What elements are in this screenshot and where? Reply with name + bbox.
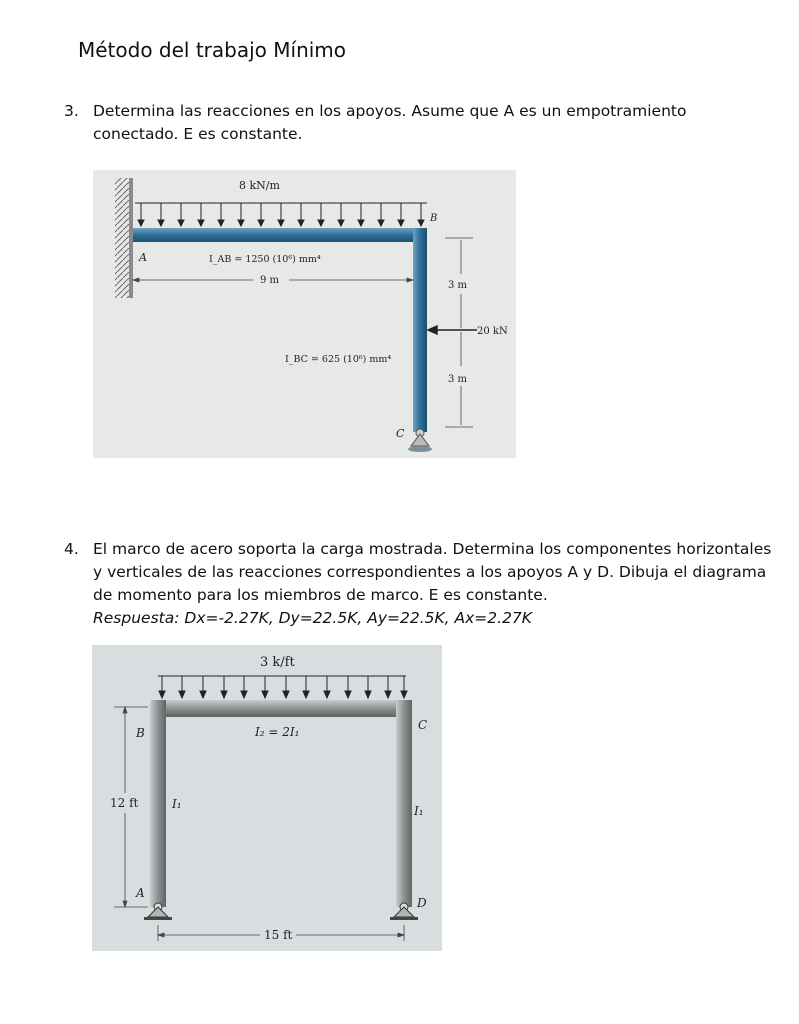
page-title: Método del trabajo Mínimo [78, 38, 347, 62]
joint-label-b-3: B [430, 213, 438, 224]
joint-label-a-4: A [136, 886, 145, 900]
problem-4 [64, 538, 773, 630]
point-load-label: 20 kN [477, 326, 508, 337]
inertia-ab-label: I_AB = 1250 (10⁶) mm⁴ [209, 254, 321, 265]
pin-support-d [390, 903, 418, 920]
problem-3 [64, 100, 773, 146]
figure-problem-4 [92, 645, 442, 951]
column-bc [413, 228, 427, 432]
distributed-load-arrows-4 [159, 676, 407, 698]
problem-4-number: 4. [64, 540, 79, 558]
frame-diagram-3 [93, 170, 516, 458]
inertia-bc-label: I_BC = 625 (10⁶) mm⁴ [285, 354, 392, 365]
figure-problem-3 [93, 170, 516, 458]
height-label-4: 12 ft [110, 796, 139, 810]
inertia-beam-label: I₂ = 2I₁ [255, 725, 300, 739]
problem-3-number: 3. [64, 102, 79, 120]
distributed-load-arrows [138, 203, 424, 226]
joint-label-c-4: C [418, 718, 428, 732]
frame-diagram-4 [92, 645, 442, 951]
inertia-left-label: I₁ [172, 797, 182, 811]
joint-label-c-3: C [396, 427, 405, 440]
joint-label-b-4: B [136, 726, 145, 740]
problem-4-answer: Respuesta: Dx=-2.27K, Dy=22.5K, Ay=22.5K, Ax=2.27K [93, 609, 532, 627]
column-cd-4 [396, 700, 412, 907]
inertia-right-label: I₁ [414, 804, 424, 818]
point-load-arrow [428, 326, 477, 334]
problem-3-text: Determina las reacciones en los apoyos. Asume que A es un empotramiento conectado. E es constante. [93, 102, 687, 143]
span-label-4: 15 ft [264, 928, 293, 942]
height-dimension-3 [445, 238, 473, 427]
column-ab-4 [150, 700, 166, 907]
problem-4-text: El marco de acero soporta la carga mostrada. Determina los componentes horizontales y verticales de las reacciones correspondientes a los apoyos A y D. Dibuja el diagrama de momento para los miembros de marco. E es constante. [93, 540, 772, 604]
pin-support-c [408, 429, 432, 452]
load-label-4: 3 k/ft [260, 655, 295, 670]
beam-bc-4 [150, 700, 412, 717]
dim-top-label: 3 m [448, 280, 468, 291]
beam-ab [133, 228, 427, 242]
load-label-3: 8 kN/m [239, 179, 280, 192]
joint-label-a-3: A [139, 251, 147, 264]
pin-support-a [144, 903, 172, 920]
joint-label-d-4: D [417, 896, 427, 910]
dim-bottom-label: 3 m [448, 374, 468, 385]
span-label-3: 9 m [260, 275, 280, 286]
